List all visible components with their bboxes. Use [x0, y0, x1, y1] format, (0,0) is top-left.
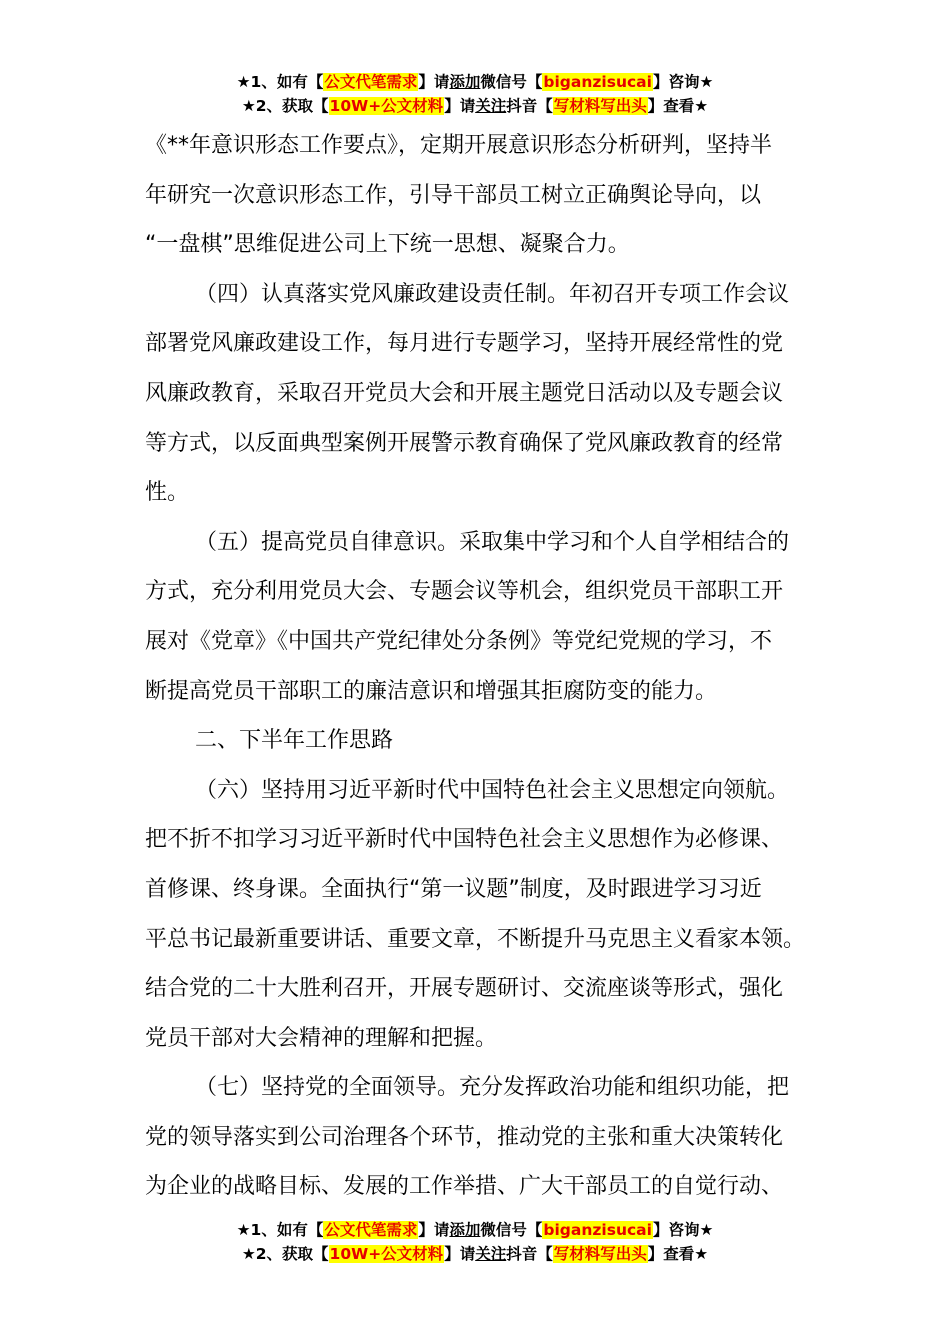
banner-highlight-materials: 10W+公文材料: [329, 97, 444, 115]
banner-text: ★1、如有【: [236, 73, 324, 91]
banner-highlight-wechat-id: biganzisucai: [543, 1221, 652, 1239]
top-banner: [0, 70, 950, 118]
text-line: 把不折不扣学习习近平新时代中国特色社会主义思想作为必修课、: [145, 827, 784, 853]
banner-text: 微信号【: [480, 1221, 543, 1239]
text-line: 党的领导落实到公司治理各个环节，推动党的主张和重大决策转化: [145, 1124, 784, 1150]
banner-text: 微信号【: [480, 73, 543, 91]
banner-text: ★2、获取【: [241, 97, 329, 115]
banner-highlight-wechat-id: biganzisucai: [543, 73, 652, 91]
banner-text: 】咨询★: [652, 73, 714, 91]
text-line: 性。: [145, 480, 190, 506]
banner-text: 】咨询★: [652, 1221, 714, 1239]
text-line: 平总书记最新重要讲话、重要文章，不断提升马克思主义看家本领。: [145, 926, 806, 952]
banner-text: 】请: [418, 73, 450, 91]
banner-highlight-materials: 10W+公文材料: [329, 1245, 444, 1263]
bottom-banner: [0, 1218, 950, 1266]
text-line: 《**年意识形态工作要点》，定期开展意识形态分析研判，坚持半: [145, 133, 773, 158]
text-line: 方式，充分利用党员大会、专题会议等机会，组织党员干部职工开: [145, 579, 784, 605]
banner-highlight-service: 公文代笔需求: [324, 1221, 418, 1239]
text-line: “一盘棋”思维促进公司上下统一思想、凝聚合力。: [145, 232, 630, 258]
text-line: 部署党风廉政建设工作，每月进行专题学习，坚持开展经常性的党: [145, 331, 784, 357]
text-line: 展对《党章》《中国共产党纪律处分条例》等党纪党规的学习，不: [145, 628, 773, 654]
text-line: 党员干部对大会精神的理解和把握。: [145, 1025, 498, 1051]
text-line: 断提高党员干部职工的廉洁意识和增强其拒腐防变的能力。: [145, 678, 718, 704]
text-line: 年研究一次意识形态工作，引导干部员工树立正确舆论导向，以: [145, 182, 762, 208]
banner-emphasis: 添加: [449, 1221, 481, 1239]
banner-text: 】请: [444, 97, 476, 115]
banner-text: 抖音【: [506, 1245, 553, 1263]
text-line: 首修课、终身课。全面执行“第一议题”制度，及时跟进学习习近: [145, 876, 762, 902]
section-heading-7: （七）坚持党的全面领导。充分发挥政治功能和组织功能，把: [195, 1075, 790, 1101]
banner-text: 】查看★: [647, 97, 709, 115]
text-line: 风廉政教育，采取召开党员大会和开展主题党日活动以及专题会议: [145, 380, 784, 406]
banner-line-1: [0, 70, 950, 94]
banner-highlight-douyin: 写材料写出头: [553, 1245, 647, 1263]
banner-line-2: [0, 1242, 950, 1266]
section-heading-5: （五）提高党员自律意识。采取集中学习和个人自学相结合的: [195, 529, 790, 555]
document-body: [145, 121, 805, 1212]
section-heading-4: （四）认真落实党风廉政建设责任制。年初召开专项工作会议: [195, 281, 790, 307]
banner-text: 抖音【: [506, 97, 553, 115]
banner-highlight-douyin: 写材料写出头: [553, 97, 647, 115]
banner-text: ★2、获取【: [241, 1245, 329, 1263]
banner-emphasis: 关注: [475, 1245, 507, 1263]
section-heading-6: （六）坚持用习近平新时代中国特色社会主义思想定向领航。: [195, 777, 790, 803]
part-heading-2: 二、下半年工作思路: [195, 728, 394, 754]
text-line: 等方式，以反面典型案例开展警示教育确保了党风廉政教育的经常: [145, 430, 784, 456]
banner-line-1: [0, 1218, 950, 1242]
banner-text: ★1、如有【: [236, 1221, 324, 1239]
banner-text: 】查看★: [647, 1245, 709, 1263]
banner-emphasis: 关注: [475, 97, 507, 115]
banner-text: 】请: [418, 1221, 450, 1239]
banner-text: 】请: [444, 1245, 476, 1263]
text-line: 结合党的二十大胜利召开，开展专题研讨、交流座谈等形式，强化: [145, 976, 784, 1002]
banner-emphasis: 添加: [449, 73, 481, 91]
banner-line-2: [0, 94, 950, 118]
text-line: 为企业的战略目标、发展的工作举措、广大干部员工的自觉行动、: [145, 1174, 784, 1200]
banner-highlight-service: 公文代笔需求: [324, 73, 418, 91]
